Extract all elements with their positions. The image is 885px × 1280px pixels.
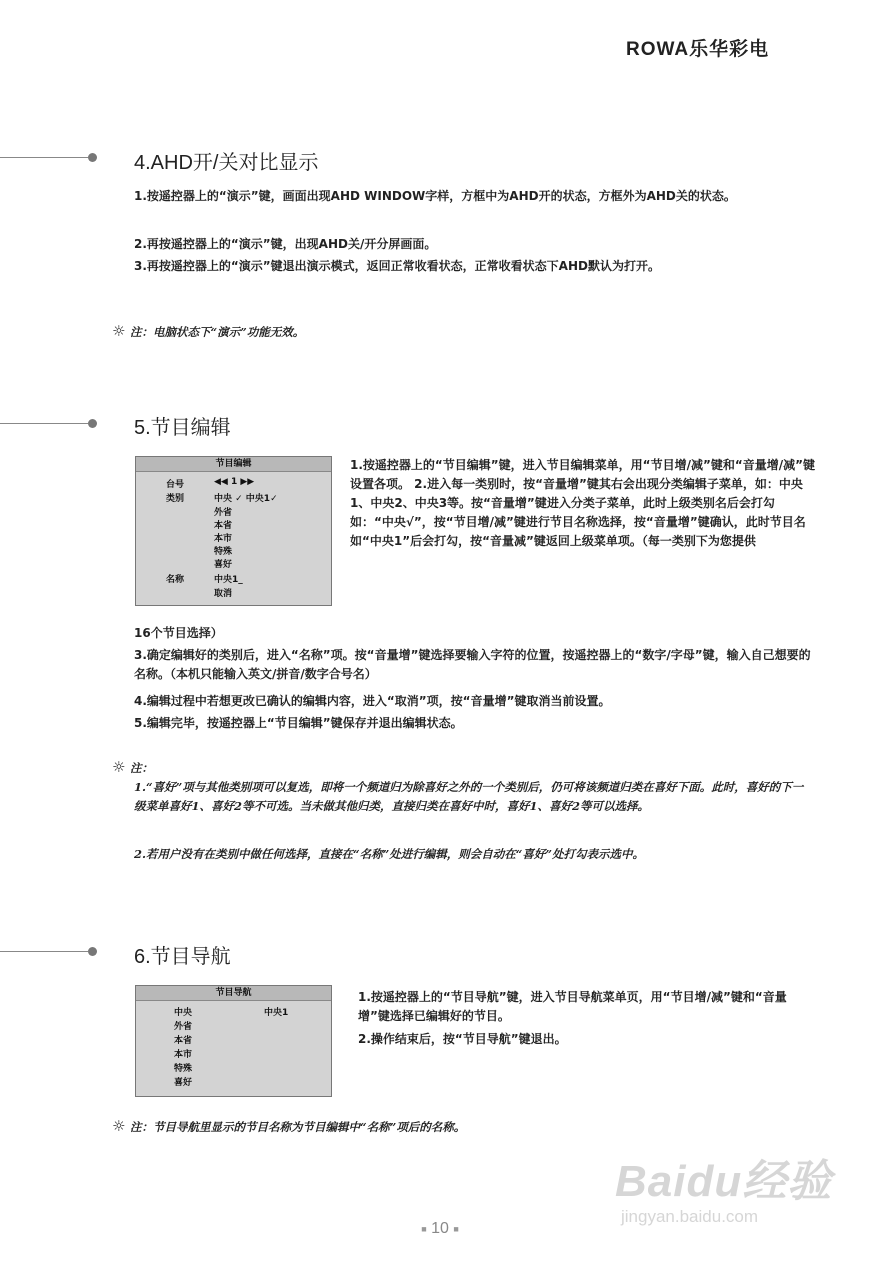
program-edit-steps: 1.按遥控器上的“节目编辑”键，进入节目编辑菜单，用“节目增/减”键和“音量增/减”键设置各项。 2.进入每一类别时，按“音量增”键其右会出现分类编辑子菜单，如：中央1、中央2、中央3等。按“音量增”键进入分类子菜单，此时上级类别名后会打勾如：“中央√”，按“节目增/减”键进行节目名称选择，按“音量增”键确认，此时节目名如“中央1”后会打勾，按“音量减”键返回上级菜单项。（每一类别下为您提供	[350, 458, 815, 548]
category-label: 类别	[166, 494, 185, 504]
program-edit-step-3: 3.确定编辑好的类别后，进入“名称”项。按“音量增”键选择要输入字符的位置，按遥控器上的“数字/字母”键，输入自己想要的名称。（本机只能输入英文/拼音/数字合号名）	[134, 648, 811, 681]
baidu-logo: Baidu经验	[615, 1157, 833, 1206]
nav-category: 本市	[174, 1050, 193, 1060]
section-divider	[0, 951, 88, 952]
channel-label: 台号	[166, 480, 185, 490]
sun-icon: ☼	[112, 322, 126, 340]
category-item: 特殊	[214, 547, 233, 557]
program-edit-step-4: 4.编辑过程中若想更改已确认的编辑内容，进入“取消”项，按“音量增”键取消当前设置。	[134, 694, 611, 708]
category-value: 中央 ✓ 中央1✓	[214, 494, 278, 504]
program-nav-note	[112, 1117, 812, 1137]
ahd-step-2: 2.再按遥控器上的“演示”键，出现AHD关/开分屏画面。	[134, 237, 437, 251]
program-nav-step-2: 2.操作结束后，按“节目导航”键退出。	[358, 1032, 567, 1046]
ahd-step-3: 3.再按遥控器上的“演示”键退出演示模式，返回正常收看状态，正常收看状态下AHD默认为打开。	[134, 259, 660, 273]
name-value: 中央1_	[214, 575, 243, 585]
channel-value: ◀◀ 1 ▶▶	[214, 477, 255, 487]
section-title-program-edit: 5.节目编辑	[134, 417, 231, 439]
bullet-icon	[88, 153, 97, 162]
section-divider	[0, 423, 88, 424]
section-title-ahd: 4.AHD开/关对比显示	[134, 152, 319, 174]
brand-logo: ROWA乐华彩电	[626, 39, 770, 60]
page-number-value: 10	[431, 1220, 449, 1237]
category-item: 外省	[214, 508, 233, 518]
sun-icon: ☼	[112, 1117, 126, 1135]
dot-icon: ■	[421, 1223, 427, 1234]
section-divider	[0, 157, 88, 158]
baidu-watermark	[615, 1145, 855, 1250]
name-label: 名称	[166, 575, 185, 585]
program-edit-note-1: 1.“喜好”项与其他类别项可以复选，即将一个频道归为除喜好之外的一个类别后，仍可将该频道归类在喜好下面。此时，喜好的下一级菜单喜好1、喜好2等不可选。当未做其他归类，直接归类在喜好中时，喜好1、喜好2等可以选择。	[134, 780, 804, 813]
category-item: 喜好	[214, 560, 233, 570]
nav-category: 喜好	[174, 1078, 193, 1088]
nav-category: 特殊	[174, 1064, 193, 1074]
baidu-site: jingyan.baidu.com	[621, 1207, 759, 1226]
program-nav-step-1: 1.按遥控器上的“节目导航”键，进入节目导航菜单页，用“节目增/减”键和“音量增”键选择已编辑好的节目。	[358, 990, 787, 1023]
program-nav-menu	[135, 985, 332, 1097]
nav-category: 中央	[174, 1008, 193, 1018]
category-item: 本省	[214, 521, 233, 531]
program-edit-note-head	[112, 758, 153, 778]
ahd-step-1: 1.按遥控器上的“演示”键，画面出现AHD WINDOW字样，方框中为AHD开的状态，方框外为AHD关的状态。	[134, 189, 736, 203]
program-edit-note-2: 2.若用户没有在类别中做任何选择，直接在“名称”处进行编辑，则会自动在“喜好”处打勾表示选中。	[134, 847, 644, 861]
note-label: 注：	[130, 761, 153, 775]
dot-icon: ■	[453, 1223, 459, 1234]
sun-icon: ☼	[112, 758, 126, 776]
bullet-icon	[88, 419, 97, 428]
nav-program: 中央1	[264, 1008, 289, 1018]
program-edit-menu	[135, 456, 332, 606]
category-item: 本市	[214, 534, 233, 544]
program-edit-cont: 16个节目选择）	[134, 626, 223, 640]
ahd-note	[112, 322, 812, 342]
section-title-program-nav: 6.节目导航	[134, 946, 231, 968]
program-edit-step-5: 5.编辑完毕，按遥控器上“节目编辑”键保存并退出编辑状态。	[134, 716, 463, 730]
program-nav-note-text: 注：节目导航里显示的节目名称为节目编辑中“名称”项后的名称。	[130, 1120, 466, 1134]
cancel-item: 取消	[214, 589, 233, 599]
program-edit-menu-title: 节目编辑	[136, 457, 331, 472]
nav-category: 外省	[174, 1022, 193, 1032]
ahd-note-text: 注：电脑状态下“演示”功能无效。	[130, 325, 305, 339]
page-number	[400, 1220, 480, 1238]
program-nav-menu-title: 节目导航	[136, 986, 331, 1001]
nav-category: 本省	[174, 1036, 193, 1046]
bullet-icon	[88, 947, 97, 956]
